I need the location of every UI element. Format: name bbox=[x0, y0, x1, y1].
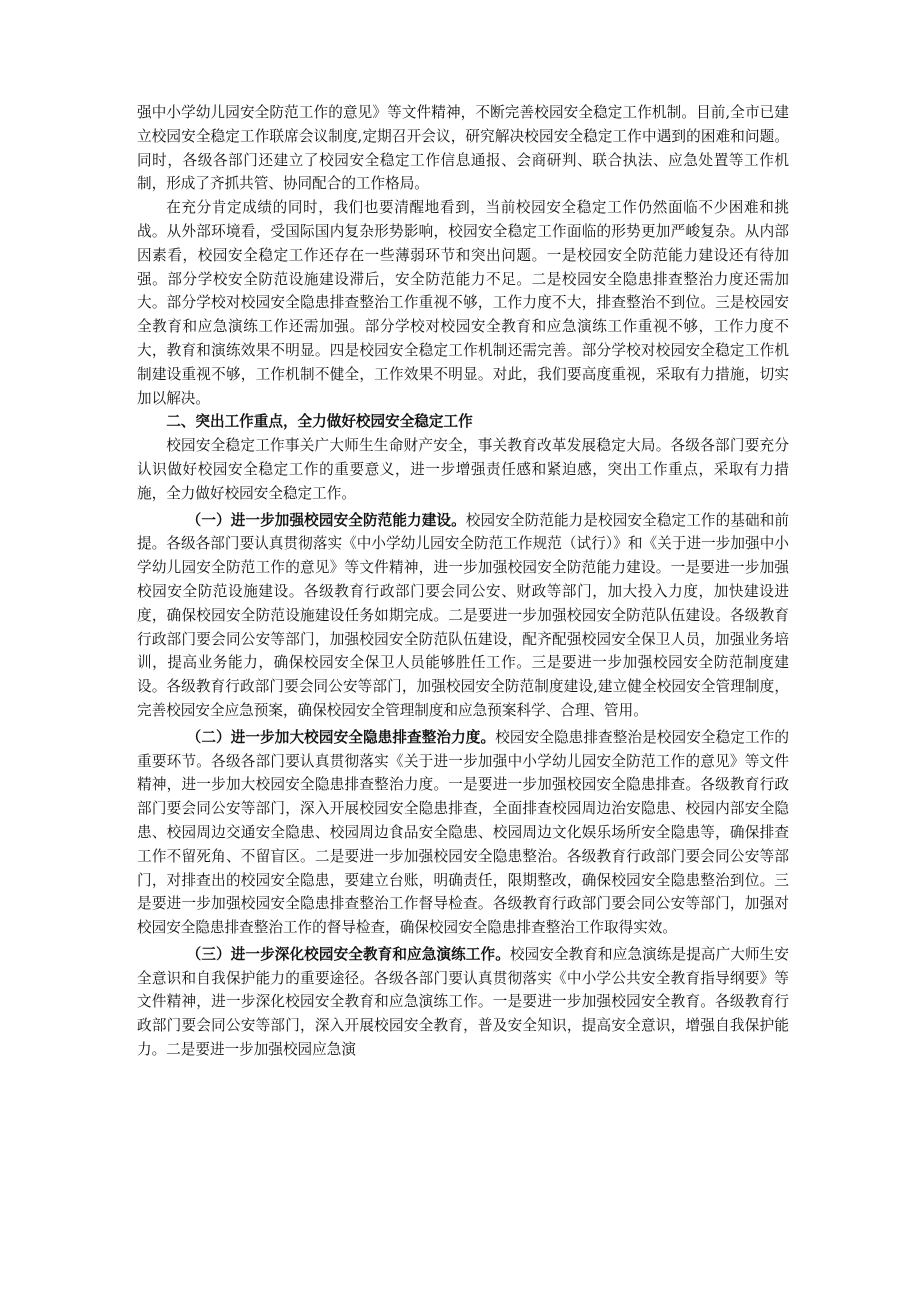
item-three-heading: （三）进一步深化校园安全教育和应急演练工作。 bbox=[186, 945, 510, 963]
item-one-heading: （一）进一步加强校园安全防范能力建设。 bbox=[186, 511, 466, 529]
item-one-paragraph bbox=[137, 509, 789, 723]
paragraph-mechanism: 强中小学幼儿园安全防范工作的意见》等文件精神，不断完善校园安全稳定工作机制。目前,全市已建立校园安全稳定工作联席会议制度,定期召开会议，研究解决校园安全稳定工作中遇到的困难和问题。同时，各级各部门还建立了校园安全稳定工作信息通报、会商研判、联合执法、应急处置等工作机制，形成了齐抓共管、协同配合的工作格局。 bbox=[137, 104, 789, 193]
item-three-paragraph bbox=[137, 943, 789, 1062]
section-two-intro: 校园安全稳定工作事关广大师生生命财产安全，事关教育改革发展稳定大局。各级各部门要充分认识做好校园安全稳定工作的重要意义，进一步增强责任感和紧迫感，突出工作重点，采取有力措施，全力做好校园安全稳定工作。 bbox=[137, 437, 789, 502]
paragraph-challenges: 在充分肯定成绩的同时，我们也要清醒地看到，当前校园安全稳定工作仍然面临不少困难和挑战。从外部环境看，受国际国内复杂形势影响，校园安全稳定工作面临的形势更加严峻复杂。从内部因素看，校园安全稳定工作还存在一些薄弱环节和突出问题。一是校园安全防范能力建设还有待加强。部分学校安全防范设施建设滞后，安全防范能力不足。二是校园安全隐患排查整治力度还需加大。部分学校对校园安全隐患排查整治工作重视不够，工作力度不大，排查整治不到位。三是校园安全教育和应急演练工作还需加强。部分学校对校园安全教育和应急演练工作重视不够，工作力度不大，教育和演练效果不明显。四是校园安全稳定工作机制还需完善。部分学校对校园安全稳定工作机制建设重视不够，工作机制不健全，工作效果不明显。对此，我们要高度重视，采取有力措施，切实加以解决。 bbox=[137, 199, 789, 407]
item-two-body: 校园安全隐患排查整治是校园安全稳定工作的重要环节。各级各部门要认真贯彻落实《关于进一步加强中小学幼儿园安全防范工作的意见》等文件精神，进一步加大校园安全隐患排查整治力度。一是要进一步加强校园安全隐患排查。各级教育行政部门要会同公安等部门，深入开展校园安全隐患排查，全面排查校园周边治安隐患、校园内部安全隐患、校园周边交通安全隐患、校园周边食品安全隐患、校园周边文化娱乐场所安全隐患等，确保排查工作不留死角、不留盲区。二是要进一步加强校园安全隐患整治。各级教育行政部门要会同公安等部门，对排查出的校园安全隐患，要建立台账，明确责任，限期整改，确保校园安全隐患整治到位。三是要进一步加强校园安全隐患排查整治工作督导检查。各级教育行政部门要会同公安等部门，加强对校园安全隐患排查整治工作的督导检查，确保校园安全隐患排查整治工作取得实效。 bbox=[137, 728, 789, 937]
item-two-heading: （二）进一步加大校园安全隐患排查整治力度。 bbox=[186, 728, 496, 746]
item-two-paragraph bbox=[137, 726, 789, 940]
document-page bbox=[137, 101, 789, 1062]
item-three-body: 校园安全教育和应急演练是提高广大师生安全意识和自我保护能力的重要途径。各级各部门要认真贯彻落实《中小学公共安全教育指导纲要》等文件精神，进一步深化校园安全教育和应急演练工作。一是要进一步加强校园安全教育。各级教育行政部门要会同公安等部门，深入开展校园安全教育，普及安全知识，提高安全意识，增强自我保护能力。二是要进一步加强校园应急演 bbox=[137, 945, 789, 1059]
item-one-body: 校园安全防范能力是校园安全稳定工作的基础和前提。各级各部门要认真贯彻落实《中小学幼儿园安全防范工作规范（试行）》和《关于进一步加强中小学幼儿园安全防范工作的意见》等文件精神，进一步加强校园安全防范能力建设。一是要进一步加强校园安全防范设施建设。各级教育行政部门要会同公安、财政等部门，加大投入力度，加快建设进度，确保校园安全防范设施建设任务如期完成。二是要进一步加强校园安全防范队伍建设。各级教育行政部门要会同公安等部门，加强校园安全防范队伍建设，配齐配强校园安全保卫人员，加强业务培训，提高业务能力，确保校园安全保卫人员能够胜任工作。三是要进一步加强校园安全防范制度建设。各级教育行政部门要会同公安等部门，加强校园安全防范制度建设,建立健全校园安全管理制度，完善校园安全应急预案，确保校园安全管理制度和应急预案科学、合理、管用。 bbox=[137, 511, 789, 719]
section-two-title: 二、突出工作重点，全力做好校园安全稳定工作 bbox=[166, 413, 473, 431]
